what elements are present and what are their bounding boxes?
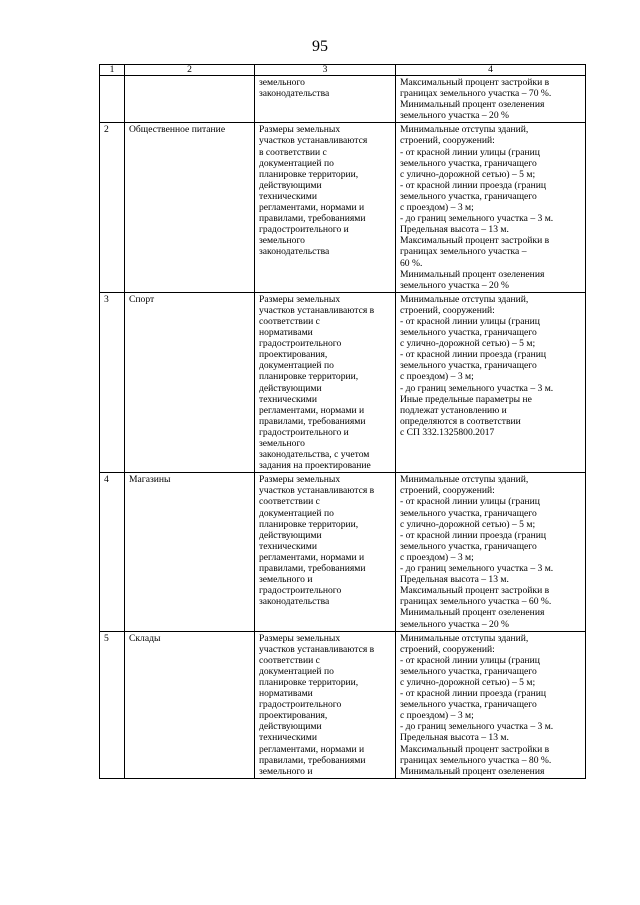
text-line: Минимальный процент озеленения — [400, 99, 545, 111]
row-parameters-text — [396, 473, 586, 631]
text-line: Минимальные отступы зданий, — [400, 293, 529, 305]
row-parameters-text — [396, 631, 586, 778]
text-line: техническими — [259, 393, 317, 405]
text-line: с проездом) – 3 м; — [400, 551, 474, 563]
text-line: нормативами — [259, 688, 313, 700]
row-use-type: Общественное питание — [125, 123, 255, 292]
text-line: Размеры земельных — [259, 474, 341, 486]
text-line: проектирования, — [259, 710, 328, 722]
text-line: градостроительного — [259, 585, 342, 597]
text-line: - от красной линии улицы (границ — [400, 496, 540, 508]
text-line: Предельная высота – 13 м. — [400, 732, 509, 744]
text-line: Максимальный процент застройки в — [400, 77, 550, 88]
text-line: документацией по — [259, 360, 334, 372]
text-line: с улично-дорожной сетью) – 5 м; — [400, 338, 536, 350]
text-line: документацией по — [259, 157, 334, 169]
text-line: подлежат установлению и — [400, 404, 507, 416]
text-line: границах земельного участка – 80 %. — [400, 754, 552, 766]
row-use-type: Магазины — [125, 473, 255, 631]
text-line: участков устанавливаются в — [259, 485, 375, 497]
text-line: участков устанавливаются — [259, 135, 368, 147]
text-line: планировке территории, — [259, 676, 359, 688]
text-line: земельного участка, граничащего — [400, 699, 537, 711]
text-line: планировке территории, — [259, 518, 359, 530]
text-line: Минимальный процент озеленения — [400, 607, 545, 619]
row-number: 5 — [100, 631, 125, 778]
text-line: земельного участка – 20 % — [400, 618, 510, 630]
row-use-type: Спорт — [125, 292, 255, 473]
text-line: - до границ земельного участка – 3 м. — [400, 721, 554, 733]
text-line: с СП 332.1325800.2017 — [400, 426, 495, 438]
text-line: Минимальные отступы зданий, — [400, 124, 529, 136]
row-parameters-text — [396, 292, 586, 473]
text-line: земельного участка, граничащего — [400, 157, 537, 169]
text-line: правилами, требованиями — [259, 415, 366, 427]
text-line: градостроительного и — [259, 426, 349, 438]
text-line: - до границ земельного участка – 3 м. — [400, 563, 554, 575]
text-line: правилами, требованиями — [259, 213, 366, 225]
text-line: градостроительного и — [259, 224, 349, 236]
text-line: земельного и — [259, 765, 313, 777]
text-line: действующими — [259, 382, 322, 394]
text-line: земельного участка, граничащего — [400, 507, 537, 519]
text-line: действующими — [259, 721, 322, 733]
text-line: - от красной линии улицы (границ — [400, 654, 540, 666]
text-line: строений, сооружений: — [400, 304, 495, 316]
text-line: с улично-дорожной сетью) – 5 м; — [400, 518, 536, 530]
text-line: планировке территории, — [259, 168, 359, 180]
text-line: - до границ земельного участка – 3 м. — [400, 382, 554, 394]
row-number: 3 — [100, 292, 125, 473]
row-plot-size-text — [255, 292, 396, 473]
text-line: Минимальный процент озеленения — [400, 268, 545, 280]
text-line: Размеры земельных — [259, 124, 341, 136]
text-line: границах земельного участка – 60 %. — [400, 596, 552, 608]
text-line: Минимальные отступы зданий, — [400, 474, 529, 486]
row-use-type — [125, 76, 255, 123]
text-line: границах земельного участка – 70 %. — [400, 88, 552, 100]
text-line: Размеры земельных — [259, 293, 341, 305]
text-line: земельного — [259, 438, 305, 449]
row-parameters-text — [396, 76, 586, 123]
text-line: Предельная высота – 13 м. — [400, 224, 509, 236]
text-line: законодательства — [259, 596, 330, 608]
text-line: Минимальный процент озеленения — [400, 765, 545, 777]
text-line: законодательства — [259, 88, 330, 100]
text-line: границах земельного участка – — [400, 246, 527, 258]
header-col-1: 1 — [100, 65, 125, 76]
text-line: проектирования, — [259, 349, 328, 361]
row-use-type: Склады — [125, 631, 255, 778]
text-line: - от красной линии проезда (границ — [400, 349, 546, 361]
row-plot-size-text — [255, 123, 396, 292]
text-line: техническими — [259, 190, 317, 202]
text-line: планировке территории, — [259, 371, 359, 383]
text-line: градостроительного — [259, 699, 342, 711]
text-line: земельного участка, граничащего — [400, 665, 537, 677]
text-line: Предельная высота – 13 м. — [400, 574, 509, 586]
text-line: Размеры земельных — [259, 632, 341, 644]
text-line: - до границ земельного участка – 3 м. — [400, 213, 554, 225]
text-line: с улично-дорожной сетью) – 5 м; — [400, 168, 536, 180]
text-line: регламентами, нормами и — [259, 404, 365, 416]
row-plot-size-text — [255, 631, 396, 778]
text-line: документацией по — [259, 507, 334, 519]
text-line: строений, сооружений: — [400, 135, 495, 147]
text-line: - от красной линии проезда (границ — [400, 688, 546, 700]
text-line: земельного — [259, 77, 305, 88]
text-line: земельного участка, граничащего — [400, 540, 537, 552]
text-line: определяются в соответствии — [400, 415, 521, 427]
table-header-row — [100, 65, 586, 76]
text-line: законодательства — [259, 246, 330, 258]
text-line: правилами, требованиями — [259, 754, 366, 766]
text-line: регламентами, нормами и — [259, 551, 365, 563]
text-line: земельного участка – 20 % — [400, 110, 510, 122]
text-line: земельного участка, граничащего — [400, 360, 537, 372]
table-row — [100, 123, 586, 292]
text-line: техническими — [259, 732, 317, 744]
row-parameters-text — [396, 123, 586, 292]
text-line: 60 %. — [400, 257, 423, 269]
row-plot-size-text — [255, 76, 396, 123]
text-line: соответствии с — [259, 654, 320, 666]
text-line: Минимальные отступы зданий, — [400, 632, 529, 644]
text-line: с проездом) – 3 м; — [400, 371, 474, 383]
text-line: документацией по — [259, 665, 334, 677]
row-number — [100, 76, 125, 123]
row-number: 2 — [100, 123, 125, 292]
text-line: земельного участка – 20 % — [400, 279, 510, 291]
header-col-3: 3 — [255, 65, 396, 76]
text-line: с улично-дорожной сетью) – 5 м; — [400, 676, 536, 688]
text-line: земельного и — [259, 574, 313, 586]
text-line: соответствии с — [259, 496, 320, 508]
text-line: Иные предельные параметры не — [400, 393, 532, 405]
text-line: нормативами — [259, 327, 313, 339]
header-col-4: 4 — [396, 65, 586, 76]
row-plot-size-text — [255, 473, 396, 631]
table-row — [100, 473, 586, 631]
text-line: - от красной линии проезда (границ — [400, 529, 546, 541]
text-line: - от красной линии улицы (границ — [400, 315, 540, 327]
table-row — [100, 292, 586, 473]
text-line: законодательства, с учетом — [259, 449, 370, 461]
text-line: действующими — [259, 529, 322, 541]
text-line: соответствии с — [259, 315, 320, 327]
text-line: строений, сооружений: — [400, 485, 495, 497]
text-line: земельного участка, граничащего — [400, 190, 537, 202]
text-line: регламентами, нормами и — [259, 743, 365, 755]
text-line: строений, сооружений: — [400, 643, 495, 655]
table-row — [100, 631, 586, 778]
text-line: - от красной линии проезда (границ — [400, 179, 546, 191]
text-line: задания на проектирование — [259, 460, 371, 472]
text-line: Максимальный процент застройки в — [400, 235, 550, 247]
text-line: техническими — [259, 540, 317, 552]
text-line: с проездом) – 3 м; — [400, 202, 474, 214]
text-line: земельного участка, граничащего — [400, 327, 537, 339]
text-line: градостроительного — [259, 338, 342, 350]
regulations-table — [99, 64, 586, 779]
text-line: Максимальный процент застройки в — [400, 585, 550, 597]
text-line: с проездом) – 3 м; — [400, 710, 474, 722]
row-number: 4 — [100, 473, 125, 631]
text-line: земельного — [259, 235, 305, 247]
table-row — [100, 76, 586, 123]
header-col-2: 2 — [125, 65, 255, 76]
text-line: - от красной линии улицы (границ — [400, 146, 540, 158]
text-line: действующими — [259, 179, 322, 191]
text-line: участков устанавливаются в — [259, 304, 375, 316]
page-number: 95 — [312, 38, 328, 55]
text-line: в соответствии с — [259, 146, 327, 158]
text-line: участков устанавливаются в — [259, 643, 375, 655]
text-line: правилами, требованиями — [259, 563, 366, 575]
text-line: регламентами, нормами и — [259, 202, 365, 214]
text-line: Максимальный процент застройки в — [400, 743, 550, 755]
